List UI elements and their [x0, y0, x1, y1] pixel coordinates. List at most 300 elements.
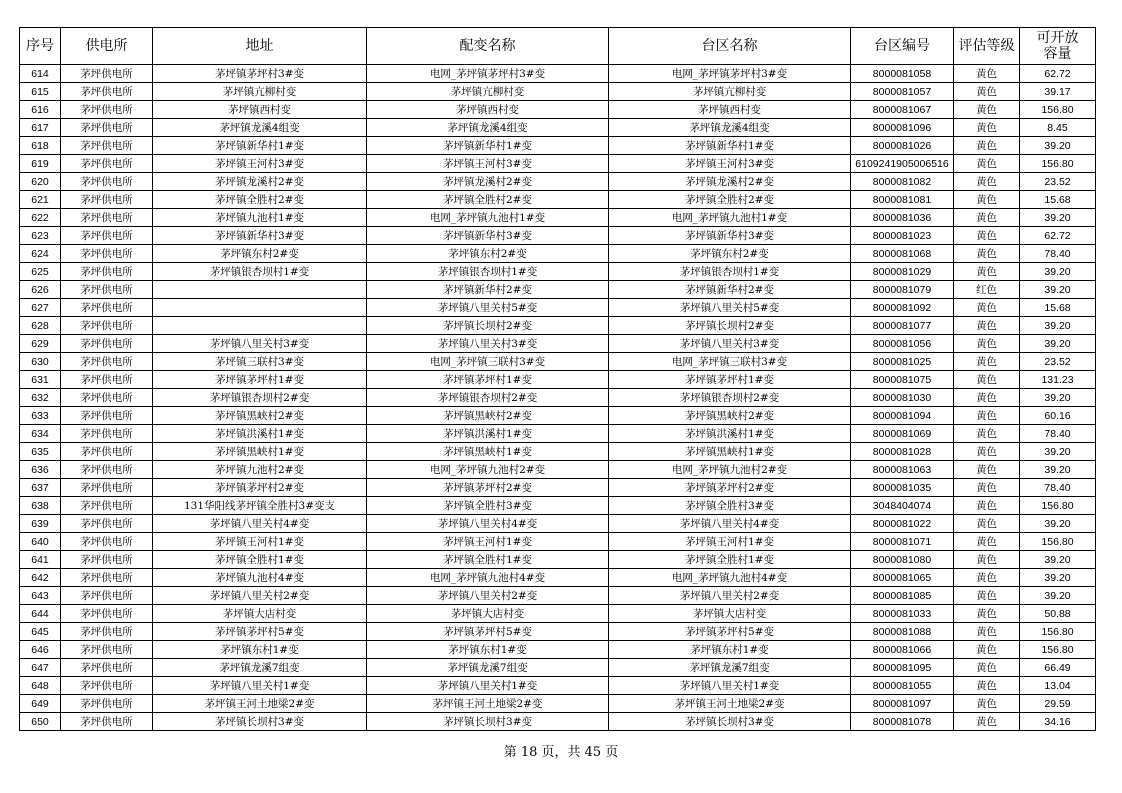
- cell-capacity: 156.80: [1020, 641, 1096, 659]
- cell-address: 茅坪镇新华村3#变: [153, 227, 367, 245]
- table-row: [20, 659, 1096, 677]
- table-row: [20, 137, 1096, 155]
- cell-area-name: 茅坪镇八里关村5#变: [609, 299, 851, 317]
- table-row: [20, 533, 1096, 551]
- header-area-name: 台区名称: [609, 28, 851, 65]
- cell-address: 茅坪镇三联村3#变: [153, 353, 367, 371]
- cell-address: 茅坪镇王河村1#变: [153, 533, 367, 551]
- cell-transformer: 茅坪镇新华村1#变: [367, 137, 609, 155]
- cell-area-code: 8000081025: [851, 353, 954, 371]
- cell-address: 茅坪镇龙溪村2#变: [153, 173, 367, 191]
- cell-index: 627: [20, 299, 61, 317]
- table-row: [20, 569, 1096, 587]
- cell-area-name: 茅坪镇茅坪村5#变: [609, 623, 851, 641]
- table-row: [20, 623, 1096, 641]
- table-row: [20, 389, 1096, 407]
- table-row: [20, 443, 1096, 461]
- page-footer: 第 18 页，共 45 页: [503, 745, 619, 760]
- table-row: [20, 713, 1096, 731]
- cell-index: 630: [20, 353, 61, 371]
- cell-area-name: 茅坪镇龙溪4组变: [609, 119, 851, 137]
- cell-area-name: 茅坪镇黑峡村2#变: [609, 407, 851, 425]
- cell-transformer: 电网_茅坪镇三联村3#变: [367, 353, 609, 371]
- cell-station: 茅坪供电所: [61, 623, 153, 641]
- cell-address: 茅坪镇长坝村3#变: [153, 713, 367, 731]
- cell-station: 茅坪供电所: [61, 713, 153, 731]
- cell-rating: 黄色: [954, 479, 1020, 497]
- cell-area-name: 电网_茅坪镇九池村4#变: [609, 569, 851, 587]
- cell-area-code: 8000081075: [851, 371, 954, 389]
- cell-rating: 黄色: [954, 677, 1020, 695]
- cell-index: 621: [20, 191, 61, 209]
- cell-index: 618: [20, 137, 61, 155]
- cell-address: 茅坪镇八里关村1#变: [153, 677, 367, 695]
- cell-capacity: 39.20: [1020, 389, 1096, 407]
- table-row: [20, 209, 1096, 227]
- table-row: [20, 641, 1096, 659]
- cell-area-code: 8000081033: [851, 605, 954, 623]
- cell-rating: 黄色: [954, 65, 1020, 83]
- cell-transformer: 电网_茅坪镇茅坪村3#变: [367, 65, 609, 83]
- cell-area-code: 8000081066: [851, 641, 954, 659]
- cell-rating: 黄色: [954, 227, 1020, 245]
- cell-station: 茅坪供电所: [61, 227, 153, 245]
- cell-address: 茅坪镇西村变: [153, 101, 367, 119]
- cell-index: 641: [20, 551, 61, 569]
- cell-area-code: 8000081079: [851, 281, 954, 299]
- cell-station: 茅坪供电所: [61, 461, 153, 479]
- table-body: [20, 65, 1096, 731]
- cell-transformer: 茅坪镇长坝村2#变: [367, 317, 609, 335]
- cell-index: 614: [20, 65, 61, 83]
- cell-rating: 黄色: [954, 209, 1020, 227]
- cell-transformer: 茅坪镇王河土地梁2#变: [367, 695, 609, 713]
- cell-capacity: 29.59: [1020, 695, 1096, 713]
- cell-index: 631: [20, 371, 61, 389]
- capacity-table: [19, 27, 1096, 731]
- table-row: [20, 605, 1096, 623]
- cell-area-name: 茅坪镇八里关村4#变: [609, 515, 851, 533]
- header-rating: 评估等级: [954, 28, 1020, 65]
- table-row: [20, 425, 1096, 443]
- header-area-code: 台区编号: [851, 28, 954, 65]
- cell-transformer: 茅坪镇全胜村1#变: [367, 551, 609, 569]
- cell-index: 650: [20, 713, 61, 731]
- cell-capacity: 23.52: [1020, 173, 1096, 191]
- cell-address: 茅坪镇九池村2#变: [153, 461, 367, 479]
- cell-area-code: 8000081095: [851, 659, 954, 677]
- cell-area-code: 8000081080: [851, 551, 954, 569]
- table-row: [20, 677, 1096, 695]
- table-row: [20, 245, 1096, 263]
- cell-index: 634: [20, 425, 61, 443]
- cell-area-name: 电网_茅坪镇九池村2#变: [609, 461, 851, 479]
- cell-area-name: 茅坪镇全胜村2#变: [609, 191, 851, 209]
- cell-transformer: 茅坪镇银杏坝村1#变: [367, 263, 609, 281]
- table-row: [20, 119, 1096, 137]
- cell-area-code: 8000081026: [851, 137, 954, 155]
- cell-station: 茅坪供电所: [61, 515, 153, 533]
- cell-capacity: 78.40: [1020, 479, 1096, 497]
- cell-capacity: 39.20: [1020, 137, 1096, 155]
- cell-index: 646: [20, 641, 61, 659]
- cell-station: 茅坪供电所: [61, 245, 153, 263]
- cell-area-code: 8000081082: [851, 173, 954, 191]
- cell-address: 茅坪镇茅坪村1#变: [153, 371, 367, 389]
- cell-area-code: 8000081063: [851, 461, 954, 479]
- cell-address: 茅坪镇王河土地梁2#变: [153, 695, 367, 713]
- cell-rating: 黄色: [954, 407, 1020, 425]
- cell-area-name: 茅坪镇全胜村3#变: [609, 497, 851, 515]
- cell-transformer: 茅坪镇黑峡村1#变: [367, 443, 609, 461]
- table-row: [20, 227, 1096, 245]
- cell-capacity: 156.80: [1020, 155, 1096, 173]
- cell-area-code: 8000081036: [851, 209, 954, 227]
- cell-station: 茅坪供电所: [61, 479, 153, 497]
- cell-station: 茅坪供电所: [61, 119, 153, 137]
- cell-address: [153, 317, 367, 335]
- cell-area-code: 8000081067: [851, 101, 954, 119]
- cell-address: [153, 281, 367, 299]
- cell-rating: 黄色: [954, 569, 1020, 587]
- cell-capacity: 131.23: [1020, 371, 1096, 389]
- cell-transformer: 茅坪镇龙溪村2#变: [367, 173, 609, 191]
- cell-index: 619: [20, 155, 61, 173]
- cell-area-name: 茅坪镇新华村1#变: [609, 137, 851, 155]
- cell-rating: 黄色: [954, 443, 1020, 461]
- cell-index: 615: [20, 83, 61, 101]
- cell-station: 茅坪供电所: [61, 173, 153, 191]
- cell-index: 640: [20, 533, 61, 551]
- cell-transformer: 茅坪镇全胜村2#变: [367, 191, 609, 209]
- cell-area-code: 8000081094: [851, 407, 954, 425]
- cell-capacity: 156.80: [1020, 623, 1096, 641]
- cell-rating: 黄色: [954, 695, 1020, 713]
- header-station: 供电所: [61, 28, 153, 65]
- cell-address: 茅坪镇龙溪4组变: [153, 119, 367, 137]
- cell-rating: 黄色: [954, 299, 1020, 317]
- table-row: [20, 191, 1096, 209]
- cell-rating: 黄色: [954, 335, 1020, 353]
- cell-area-name: 茅坪镇银杏坝村2#变: [609, 389, 851, 407]
- cell-area-code: 8000081088: [851, 623, 954, 641]
- cell-rating: 黄色: [954, 83, 1020, 101]
- cell-area-code: 3048404074: [851, 497, 954, 515]
- table-row: [20, 515, 1096, 533]
- cell-area-name: 茅坪镇西村变: [609, 101, 851, 119]
- cell-index: 626: [20, 281, 61, 299]
- cell-area-code: 8000081096: [851, 119, 954, 137]
- cell-capacity: 39.20: [1020, 515, 1096, 533]
- cell-capacity: 13.04: [1020, 677, 1096, 695]
- table-header-row: [20, 28, 1096, 65]
- cell-area-code: 8000081081: [851, 191, 954, 209]
- cell-area-name: 茅坪镇东村1#变: [609, 641, 851, 659]
- cell-area-name: 茅坪镇东村2#变: [609, 245, 851, 263]
- cell-rating: 黄色: [954, 605, 1020, 623]
- cell-address: 茅坪镇银杏坝村2#变: [153, 389, 367, 407]
- cell-station: 茅坪供电所: [61, 137, 153, 155]
- cell-station: 茅坪供电所: [61, 497, 153, 515]
- cell-rating: 黄色: [954, 497, 1020, 515]
- cell-rating: 黄色: [954, 587, 1020, 605]
- cell-transformer: 茅坪镇八里关村5#变: [367, 299, 609, 317]
- cell-station: 茅坪供电所: [61, 335, 153, 353]
- cell-address: 茅坪镇黑峡村1#变: [153, 443, 367, 461]
- cell-area-name: 茅坪镇黑峡村1#变: [609, 443, 851, 461]
- table-row: [20, 83, 1096, 101]
- cell-index: 623: [20, 227, 61, 245]
- cell-capacity: 60.16: [1020, 407, 1096, 425]
- table-row: [20, 173, 1096, 191]
- cell-index: 616: [20, 101, 61, 119]
- cell-transformer: 茅坪镇八里关村2#变: [367, 587, 609, 605]
- table-row: [20, 335, 1096, 353]
- cell-capacity: 39.20: [1020, 587, 1096, 605]
- cell-capacity: 156.80: [1020, 101, 1096, 119]
- cell-area-name: 电网_茅坪镇三联村3#变: [609, 353, 851, 371]
- table-row: [20, 353, 1096, 371]
- cell-address: 茅坪镇大店村变: [153, 605, 367, 623]
- cell-area-name: 茅坪镇八里关村2#变: [609, 587, 851, 605]
- table-row: [20, 695, 1096, 713]
- cell-area-name: 茅坪镇龙溪7组变: [609, 659, 851, 677]
- cell-area-name: 茅坪镇茅坪村1#变: [609, 371, 851, 389]
- cell-station: 茅坪供电所: [61, 389, 153, 407]
- cell-rating: 黄色: [954, 461, 1020, 479]
- cell-address: 茅坪镇全胜村1#变: [153, 551, 367, 569]
- table-row: [20, 461, 1096, 479]
- cell-address: 131华阳线茅坪镇全胜村3#变支: [153, 497, 367, 515]
- cell-transformer: 电网_茅坪镇九池村4#变: [367, 569, 609, 587]
- cell-area-code: 8000081058: [851, 65, 954, 83]
- cell-transformer: 茅坪镇茅坪村2#变: [367, 479, 609, 497]
- cell-station: 茅坪供电所: [61, 353, 153, 371]
- cell-index: 642: [20, 569, 61, 587]
- cell-station: 茅坪供电所: [61, 587, 153, 605]
- cell-station: 茅坪供电所: [61, 551, 153, 569]
- cell-capacity: 156.80: [1020, 533, 1096, 551]
- cell-capacity: 15.68: [1020, 299, 1096, 317]
- cell-transformer: 茅坪镇大店村变: [367, 605, 609, 623]
- cell-transformer: 茅坪镇黑峡村2#变: [367, 407, 609, 425]
- cell-capacity: 50.88: [1020, 605, 1096, 623]
- cell-capacity: 39.17: [1020, 83, 1096, 101]
- cell-rating: 黄色: [954, 371, 1020, 389]
- cell-address: 茅坪镇八里关村4#变: [153, 515, 367, 533]
- cell-transformer: 茅坪镇茅坪村1#变: [367, 371, 609, 389]
- cell-rating: 黄色: [954, 425, 1020, 443]
- cell-area-name: 茅坪镇大店村变: [609, 605, 851, 623]
- cell-station: 茅坪供电所: [61, 677, 153, 695]
- header-index: 序号: [20, 28, 61, 65]
- cell-rating: 黄色: [954, 101, 1020, 119]
- cell-area-name: 茅坪镇王河村3#变: [609, 155, 851, 173]
- cell-station: 茅坪供电所: [61, 209, 153, 227]
- cell-index: 620: [20, 173, 61, 191]
- cell-area-code: 8000081035: [851, 479, 954, 497]
- cell-capacity: 34.16: [1020, 713, 1096, 731]
- cell-address: 茅坪镇茅坪村2#变: [153, 479, 367, 497]
- cell-rating: 红色: [954, 281, 1020, 299]
- cell-capacity: 39.20: [1020, 461, 1096, 479]
- cell-area-code: 8000081069: [851, 425, 954, 443]
- cell-capacity: 39.20: [1020, 569, 1096, 587]
- cell-capacity: 62.72: [1020, 65, 1096, 83]
- cell-rating: 黄色: [954, 641, 1020, 659]
- cell-station: 茅坪供电所: [61, 281, 153, 299]
- cell-index: 643: [20, 587, 61, 605]
- cell-area-code: 8000081055: [851, 677, 954, 695]
- cell-rating: 黄色: [954, 245, 1020, 263]
- cell-area-code: 6109241905006516: [851, 155, 954, 173]
- cell-capacity: 39.20: [1020, 335, 1096, 353]
- cell-index: 632: [20, 389, 61, 407]
- cell-area-name: 茅坪镇王河土地梁2#变: [609, 695, 851, 713]
- cell-transformer: 茅坪镇西村变: [367, 101, 609, 119]
- cell-area-name: 茅坪镇亢柳村变: [609, 83, 851, 101]
- cell-index: 644: [20, 605, 61, 623]
- cell-transformer: 茅坪镇茅坪村5#变: [367, 623, 609, 641]
- cell-area-code: 8000081029: [851, 263, 954, 281]
- cell-rating: 黄色: [954, 551, 1020, 569]
- table-row: [20, 479, 1096, 497]
- table-row: [20, 551, 1096, 569]
- cell-station: 茅坪供电所: [61, 317, 153, 335]
- cell-transformer: 茅坪镇八里关村4#变: [367, 515, 609, 533]
- cell-index: 635: [20, 443, 61, 461]
- cell-area-code: 8000081078: [851, 713, 954, 731]
- cell-transformer: 茅坪镇长坝村3#变: [367, 713, 609, 731]
- cell-area-code: 8000081028: [851, 443, 954, 461]
- table-row: [20, 371, 1096, 389]
- cell-rating: 黄色: [954, 515, 1020, 533]
- table-row: [20, 299, 1096, 317]
- cell-rating: 黄色: [954, 317, 1020, 335]
- cell-station: 茅坪供电所: [61, 191, 153, 209]
- cell-station: 茅坪供电所: [61, 605, 153, 623]
- cell-transformer: 茅坪镇八里关村1#变: [367, 677, 609, 695]
- cell-area-name: 茅坪镇新华村2#变: [609, 281, 851, 299]
- cell-index: 622: [20, 209, 61, 227]
- cell-area-code: 8000081057: [851, 83, 954, 101]
- cell-address: 茅坪镇茅坪村5#变: [153, 623, 367, 641]
- cell-index: 647: [20, 659, 61, 677]
- cell-address: 茅坪镇洪溪村1#变: [153, 425, 367, 443]
- cell-transformer: 茅坪镇八里关村3#变: [367, 335, 609, 353]
- cell-transformer: 茅坪镇东村1#变: [367, 641, 609, 659]
- cell-area-name: 茅坪镇八里关村3#变: [609, 335, 851, 353]
- cell-area-name: 茅坪镇王河村1#变: [609, 533, 851, 551]
- table-row: [20, 263, 1096, 281]
- cell-transformer: 茅坪镇东村2#变: [367, 245, 609, 263]
- cell-area-code: 8000081077: [851, 317, 954, 335]
- cell-area-code: 8000081092: [851, 299, 954, 317]
- cell-rating: 黄色: [954, 623, 1020, 641]
- cell-rating: 黄色: [954, 389, 1020, 407]
- header-address: 地址: [153, 28, 367, 65]
- cell-address: 茅坪镇黑峡村2#变: [153, 407, 367, 425]
- cell-station: 茅坪供电所: [61, 263, 153, 281]
- cell-station: 茅坪供电所: [61, 641, 153, 659]
- table-row: [20, 101, 1096, 119]
- cell-station: 茅坪供电所: [61, 407, 153, 425]
- cell-capacity: 39.20: [1020, 263, 1096, 281]
- cell-area-code: 8000081065: [851, 569, 954, 587]
- cell-area-code: 8000081023: [851, 227, 954, 245]
- cell-index: 648: [20, 677, 61, 695]
- cell-transformer: 茅坪镇王河村1#变: [367, 533, 609, 551]
- cell-rating: 黄色: [954, 191, 1020, 209]
- cell-area-name: 茅坪镇银杏坝村1#变: [609, 263, 851, 281]
- cell-station: 茅坪供电所: [61, 569, 153, 587]
- table-row: [20, 281, 1096, 299]
- cell-transformer: 茅坪镇洪溪村1#变: [367, 425, 609, 443]
- cell-rating: 黄色: [954, 173, 1020, 191]
- table-row: [20, 317, 1096, 335]
- cell-capacity: 39.20: [1020, 281, 1096, 299]
- cell-capacity: 39.20: [1020, 317, 1096, 335]
- cell-station: 茅坪供电所: [61, 101, 153, 119]
- cell-rating: 黄色: [954, 119, 1020, 137]
- cell-transformer: 电网_茅坪镇九池村1#变: [367, 209, 609, 227]
- cell-index: 633: [20, 407, 61, 425]
- cell-rating: 黄色: [954, 659, 1020, 677]
- cell-area-name: 茅坪镇全胜村1#变: [609, 551, 851, 569]
- cell-address: 茅坪镇王河村3#变: [153, 155, 367, 173]
- cell-rating: 黄色: [954, 155, 1020, 173]
- cell-index: 628: [20, 317, 61, 335]
- cell-station: 茅坪供电所: [61, 299, 153, 317]
- cell-index: 638: [20, 497, 61, 515]
- cell-transformer: 茅坪镇龙溪4组变: [367, 119, 609, 137]
- cell-address: 茅坪镇东村2#变: [153, 245, 367, 263]
- cell-station: 茅坪供电所: [61, 83, 153, 101]
- cell-station: 茅坪供电所: [61, 425, 153, 443]
- cell-transformer: 茅坪镇王河村3#变: [367, 155, 609, 173]
- cell-capacity: 66.49: [1020, 659, 1096, 677]
- cell-index: 617: [20, 119, 61, 137]
- cell-area-name: 茅坪镇新华村3#变: [609, 227, 851, 245]
- cell-address: 茅坪镇茅坪村3#变: [153, 65, 367, 83]
- cell-area-name: 茅坪镇长坝村3#变: [609, 713, 851, 731]
- cell-area-code: 8000081085: [851, 587, 954, 605]
- cell-capacity: 78.40: [1020, 425, 1096, 443]
- cell-capacity: 23.52: [1020, 353, 1096, 371]
- cell-capacity: 78.40: [1020, 245, 1096, 263]
- cell-rating: 黄色: [954, 263, 1020, 281]
- cell-rating: 黄色: [954, 713, 1020, 731]
- cell-area-code: 8000081068: [851, 245, 954, 263]
- table-row: [20, 497, 1096, 515]
- cell-area-name: 茅坪镇龙溪村2#变: [609, 173, 851, 191]
- cell-address: 茅坪镇新华村1#变: [153, 137, 367, 155]
- cell-address: 茅坪镇东村1#变: [153, 641, 367, 659]
- cell-capacity: 39.20: [1020, 209, 1096, 227]
- cell-station: 茅坪供电所: [61, 443, 153, 461]
- cell-station: 茅坪供电所: [61, 695, 153, 713]
- cell-transformer: 茅坪镇新华村2#变: [367, 281, 609, 299]
- cell-area-code: 8000081022: [851, 515, 954, 533]
- cell-capacity: 8.45: [1020, 119, 1096, 137]
- cell-area-code: 8000081056: [851, 335, 954, 353]
- cell-transformer: 茅坪镇新华村3#变: [367, 227, 609, 245]
- cell-area-name: 茅坪镇长坝村2#变: [609, 317, 851, 335]
- cell-transformer: 电网_茅坪镇九池村2#变: [367, 461, 609, 479]
- cell-address: 茅坪镇银杏坝村1#变: [153, 263, 367, 281]
- header-transformer: 配变名称: [367, 28, 609, 65]
- cell-area-code: 8000081071: [851, 533, 954, 551]
